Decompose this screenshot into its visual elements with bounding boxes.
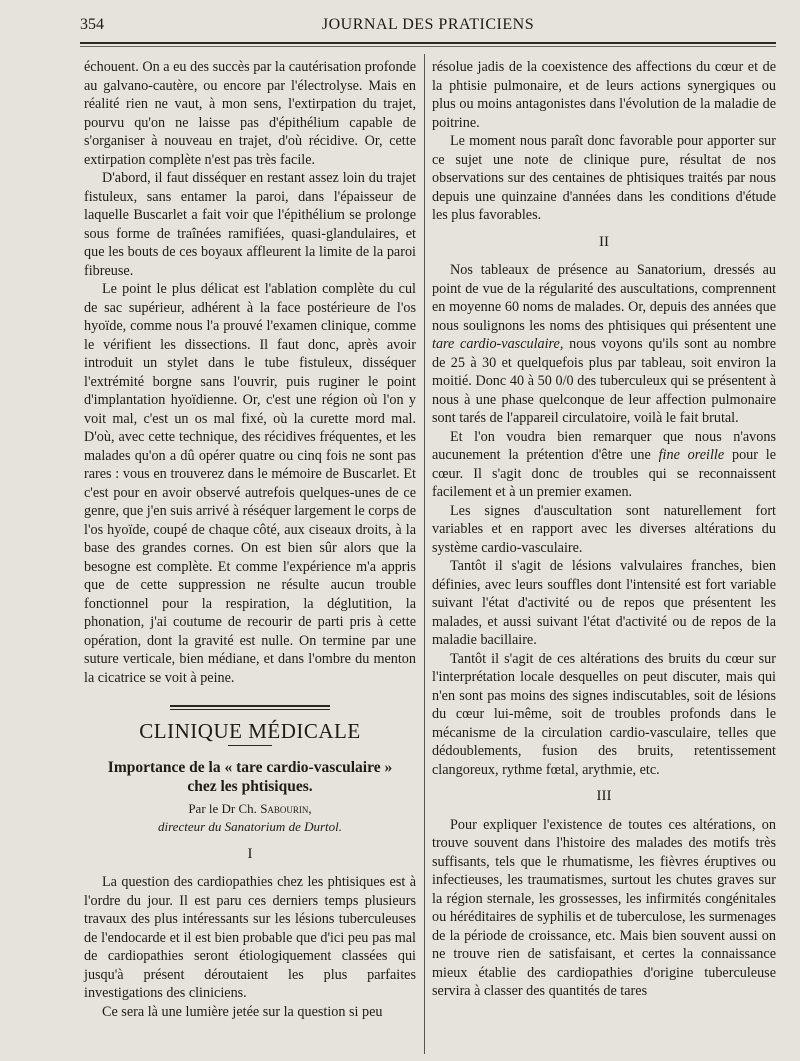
heading-rule: [228, 745, 272, 746]
left-column: [84, 58, 416, 1021]
section-separator: [170, 705, 330, 710]
paragraph: Tantôt il s'agit de lésions valvulaires franches, bien définies, avec leurs souffles dont l'intensité est fort variable suivant l'état d'activité ou de repos que présentent les malades, et aussi suivant l'état d'activité ou de repos de la maladie bacillaire.: [432, 558, 776, 648]
paragraph: échouent. On a eu des succès par la cautérisation profonde au galvano-cautère, ou encore par l'électrolyse. Mais en réalité rien ne vaut, à mon sens, l'extirpation du trajet, pourvu qu'on ne laisse pas d'épithélium capable de s'organiser à nouveau en trajet, d'où récidive. Or, cette extirpation complète n'est pas très facile.: [84, 59, 416, 168]
section-heading: CLINIQUE MÉDICALE: [139, 719, 361, 743]
page-number: 354: [80, 16, 104, 33]
author-role: directeur du Sanatorium de Durtol.: [157, 819, 343, 834]
byline: [84, 800, 416, 819]
author-name: Sabourin,: [260, 800, 312, 816]
part-number: II: [599, 233, 609, 250]
paragraph: Le moment nous paraît donc favorable pour apporter sur ce sujet une note de clinique pure, résultat de nos observations sur des centaines de phtisiques traités par nous depuis une quinzaine d'années dans les conditions d'étude les plus favorables.: [432, 133, 776, 223]
right-column: [432, 58, 776, 1001]
article-title-line-2: chez les phtisiques.: [187, 777, 313, 795]
header-rule: [80, 46, 776, 47]
column-divider: [424, 54, 425, 1054]
page-header: [80, 12, 776, 44]
emphasis: tare cardio-vasculaire,: [432, 336, 564, 352]
paragraph: Les signes d'auscultation sont naturellement fort variables et en rapport avec les diverses altérations du système cardio-vasculaire.: [432, 502, 776, 556]
text-run: Et l'on voudra bien remarquer que nous n'avons aucunement la prétention d'être une: [432, 428, 776, 463]
article-title-line-1: Importance de la « tare cardio-vasculaire »: [107, 758, 393, 776]
part-number: I: [247, 845, 253, 862]
paragraph: Ce sera là une lumière jetée sur la question si peu: [102, 1003, 383, 1020]
paragraph: Pour expliquer l'existence de toutes ces altérations, on trouve souvent dans l'histoire des malades des motifs très suffisants, tels que le rhumatisme, les fièvres éruptives ou infectieuses, les traumatismes, surtout les chutes graves sur la région sternale, les grossesses, les infirmités congénitales ou héréditaires de syphilis et de tuberculose, les surmenages de la période de croissance, etc. Mais bien souvent aussi on ne trouve rien de satisfaisant, et certes la connaissance mieux établie des cardiopathies d'origine tuberculeuse servira à classer des quantités de tares: [432, 816, 776, 999]
emphasis: fine oreille: [658, 447, 725, 463]
byline-prefix: Par le Dr Ch.: [188, 800, 257, 816]
paragraph: résolue jadis de la coexistence des affections du cœur et de la phtisie pulmonaire, et de leurs actions synergiques ou plus ou moins antagonistes dans l'évolution de la maladie de poitrine.: [432, 59, 776, 131]
text-run: nous voyons qu'ils sont au nombre de 25 à 30 et quelquefois plus par tableau, soit environ la moitié. Donc 40 à 50 0/0 des tuberculeux qui se présentent à nous à une phase quelconque de leur affection pulmonaire sont tarés de l'appareil circulatoire, voilà le fait brutal.: [432, 336, 777, 426]
paragraph: [432, 261, 776, 428]
paragraph: Tantôt il s'agit de ces altérations des bruits du cœur sur l'interprétation locale desquelles on peut discuter, mais qui n'en sont pas moins des signes indiscutables, soit de lésions du cœur lui-même, soit de troubles profonds dans le mécanisme de la circulation cardio-vasculaire, telles que dédoublements, fusion des bruits, retentissement clangoreux, rythme fœtal, arythmie, etc.: [432, 650, 776, 778]
text-run: pour le cœur. Il s'agit donc de troubles qui se reconnaissent facilement et à un premier examen.: [432, 447, 776, 500]
text-run: Nos tableaux de présence au Sanatorium, dressés au point de vue de la régularité des auscultations, comprennent en moyenne 60 noms de malades. Or, depuis des années que nous soulignons les noms des phtisiques qui présentent une: [432, 262, 776, 334]
paragraph: La question des cardiopathies chez les phtisiques est à l'ordre du jour. Il est paru ces derniers temps plusieurs travaux des plus intéressants sur les lésions tuberculeuses de l'endocarde et il est bien probable que d'ici peu pas mal de cardiopathies seront étiologiquement classées qui jusqu'à présent déroutaient les plus parfaites investigations des cliniciens.: [84, 874, 416, 1001]
part-number: III: [596, 788, 612, 804]
running-title: JOURNAL DES PRATICIENS: [321, 16, 535, 33]
paragraph: [432, 428, 776, 502]
paragraph: Le point le plus délicat est l'ablation complète du cul de sac supérieur, adhérent à la face postérieure de l'os hyoïde, comme nous l'a prouvé l'examen clinique, comme le vérifient les dissections. Il faut donc, après avoir introduit un stylet dans le tube fistuleux, disséquer l'extrémité borgne sans l'ouvrir, puis ruginer le point d'implantation hyoïdienne. Or, c'est une région où l'on y voit mal, c'est un os mal fixé, où la curette mord mal. D'où, avec cette technique, des récidives fréquentes, et les malades qu'on a dû opérer quatre ou cinq fois ne sont pas rares : vous en trouverez dans le mémoire de Buscarlet. Et c'est pour en avoir observé autrefois quelques-unes de ce genre, que j'en suis arrivé à réséquer largement le corps de l'os hyoïde, coupé de chaque côté, aux ciseaux droits, à la base des grandes cornes. On est bien sûr alors que la besogne est complète. Et comme l'expérience m'a appris que de cette suppression ne résulte aucun trouble fonctionnel pour la respiration, la déglutition, la phonation, j'ai coutume de recourir de parti pris à cette opération, dont la gravité est nulle. On termine par une suture verticale, bien médiane, et dans l'ombre du menton la cicatrice se voit à peine.: [84, 281, 416, 686]
paragraph: D'abord, il faut disséquer en restant assez loin du trajet fistuleux, sans entamer la paroi, dans l'épaisseur de laquelle Buscarlet a fait voir que l'épithélium se prolonge sous forme de traînées ramifiées, quasi-glandulaires, et que les bouts de ces boyaux affleurent la limite de la paroi fibreuse.: [84, 170, 416, 279]
